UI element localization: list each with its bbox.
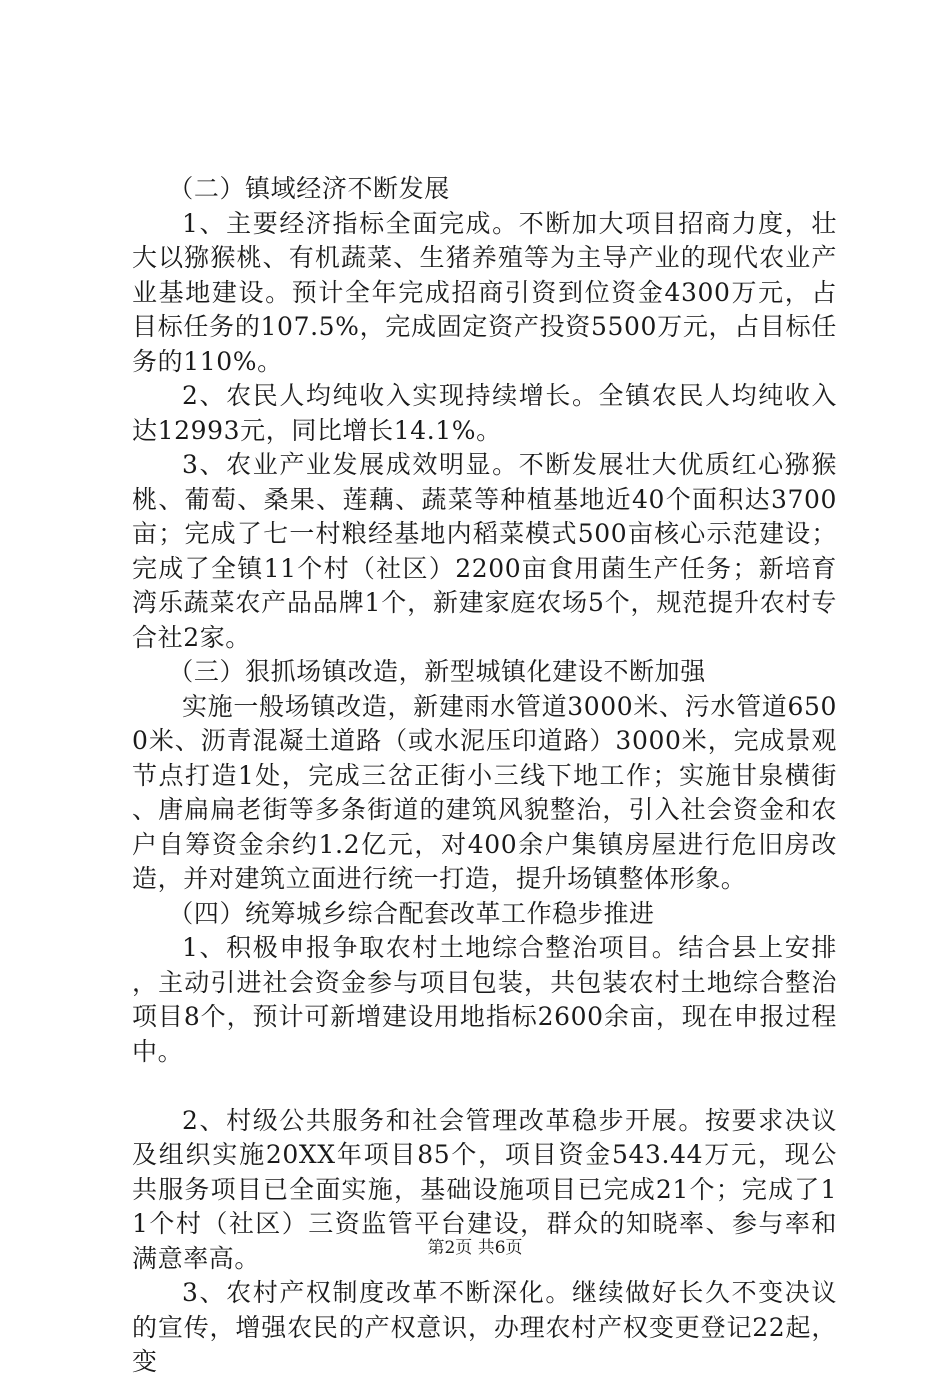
- paragraph-land-remediation: 1、积极申报争取农村土地综合整治项目。结合县上安排，主动引进社会资金参与项目包装，共包装农村土地综合整治项目8个，预计可新增建设用地指标2600余亩，现在申报过程中。: [132, 933, 837, 1066]
- paragraph-town-renovation: 实施一般场镇改造，新建雨水管道3000米、污水管道6500米、沥青混凝土道路（或水泥压印道路）3000米，完成景观节点打造1处，完成三岔正街小三线下地工作；实施甘泉横街、唐扁扁老街等多条街道的建筑风貌整治，引入社会资金和农户自筹资金余约1.2亿元，对400余户集镇房屋进行危旧房改造，并对建筑立面进行统一打造，提升场镇整体形象。: [132, 691, 837, 893]
- paragraph-economic-indicators: 1、主要经济指标全面完成。不断加大项目招商力度，壮大以猕猴桃、有机蔬菜、生猪养殖等为主导产业的现代农业产业基地建设。预计全年完成招商引资到位资金4300万元，占目标任务的107.5%，完成固定资产投资5500万元，占目标任务的110%。: [132, 208, 837, 376]
- paragraph-farmer-income: 2、农民人均纯收入实现持续增长。全镇农民人均纯收入达12993元，同比增长14.1%。: [132, 381, 837, 445]
- section-heading-economy: （二）镇域经济不断发展: [168, 174, 450, 203]
- paragraph-public-service: 2、村级公共服务和社会管理改革稳步开展。按要求决议及组织实施20XX年项目85个，项目资金543.44万元，现公共服务项目已全面实施，基础设施项目已完成21个；完成了11个村（社区）三资监管平台建设，群众的知晓率、参与率和满意率高。: [132, 1105, 837, 1273]
- document-body: [132, 172, 837, 1380]
- section-heading-urbanization: （三）狠抓场镇改造，新型城镇化建设不断加强: [168, 657, 706, 686]
- section-heading-reform: （四）统筹城乡综合配套改革工作稳步推进: [168, 898, 655, 928]
- paragraph-agriculture: 3、农业产业发展成效明显。不断发展壮大优质红心猕猴桃、葡萄、桑果、莲藕、蔬菜等种植基地近40个面积达3700亩；完成了七一村粮经基地内稻菜模式500亩核心示范建设；完成了全镇11个村（社区）2200亩食用菌生产任务；新培育湾乐蔬菜农产品品牌1个，新建家庭农场5个，规范提升农村专合社2家。: [132, 450, 837, 652]
- paragraph-property-rights: 3、农村产权制度改革不断深化。继续做好长久不变决议的宣传，增强农民的产权意识，办理农村产权变更登记22起，变: [132, 1278, 837, 1376]
- page-footer: 第2页 共6页: [427, 1238, 523, 1258]
